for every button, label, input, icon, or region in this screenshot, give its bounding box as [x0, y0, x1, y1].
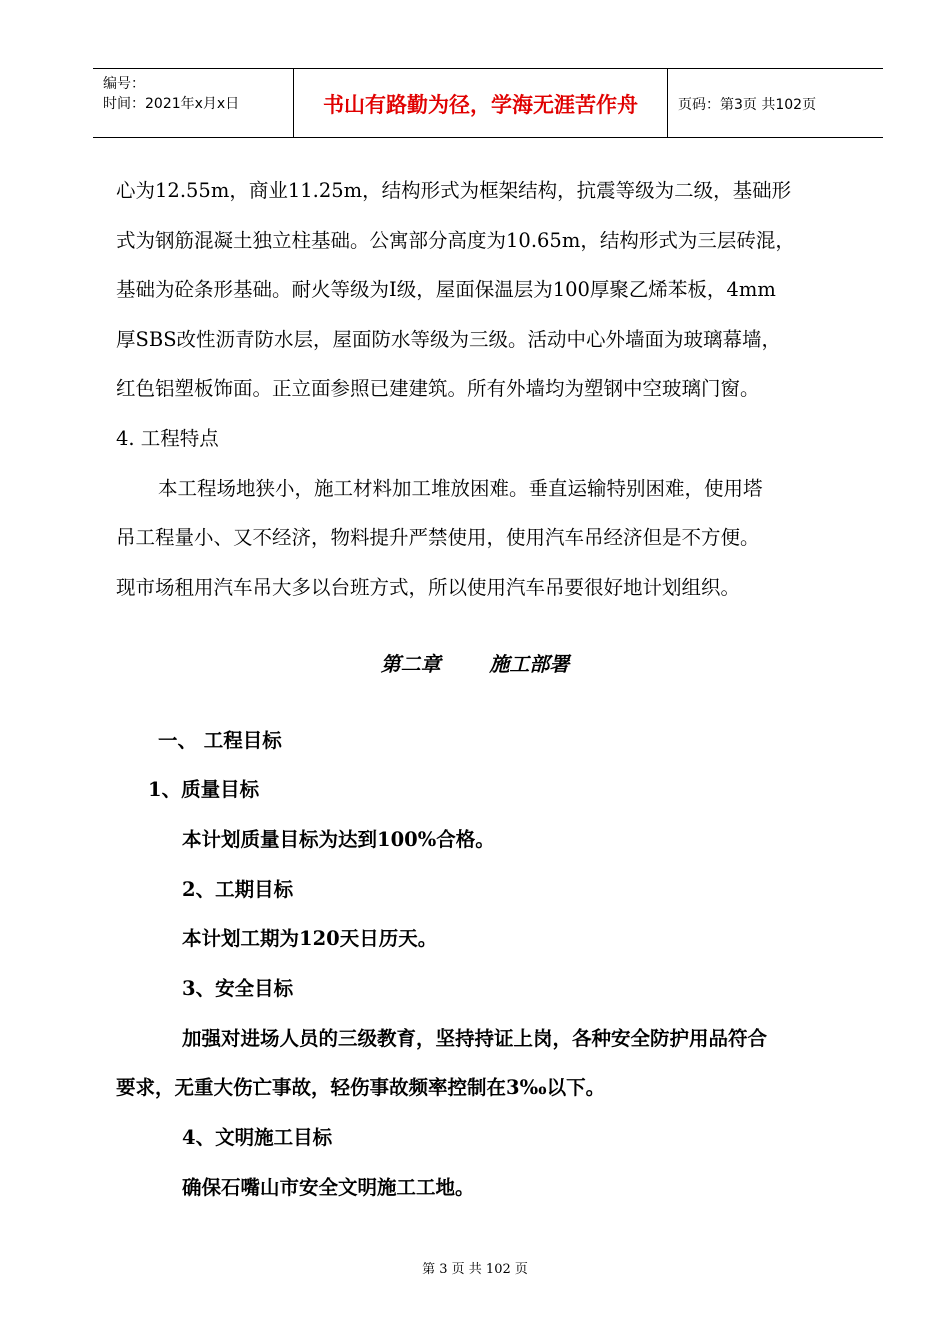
body-line: 心为12.55m，商业11.25m，结构形式为框架结构，抗震等级为二级，基础形: [116, 179, 792, 202]
header-meta-cell: [93, 69, 294, 137]
civil-text: 确保石嘴山市安全文明施工工地。: [182, 1176, 475, 1199]
schedule-text: 本计划工期为120天日历天。: [182, 927, 438, 950]
goals-heading: 一、 工程目标: [158, 729, 282, 752]
header-time-label: 时间：2021年x月x日: [103, 96, 240, 112]
page-header: [93, 68, 883, 138]
body-line: 现市场租用汽车吊大多以台班方式，所以使用汽车吊要很好地计划组织。: [116, 576, 741, 599]
header-motto-cell: [294, 69, 668, 137]
page-footer: 第 3 页 共 102 页: [422, 1262, 528, 1277]
header-page-cell: [668, 69, 883, 137]
body-line: 厚SBS改性沥青防水层，屋面防水等级为三级。活动中心外墙面为玻璃幕墙，: [116, 328, 782, 351]
safety-text: 加强对进场人员的三级教育，坚持持证上岗，各种安全防护用品符合: [182, 1027, 768, 1050]
header-motto: 书山有路勤为径，学海无涯苦作舟: [323, 93, 638, 117]
civil-heading: 4、文明施工目标: [182, 1126, 333, 1149]
header-number-label: 编号：: [103, 76, 145, 92]
section-heading: 4. 工程特点: [116, 427, 219, 450]
body-line: 红色铝塑板饰面。正立面参照已建建筑。所有外墙均为塑钢中空玻璃门窗。: [116, 377, 760, 400]
schedule-heading: 2、工期目标: [182, 878, 294, 901]
body-line: 基础为砼条形基础。耐火等级为Ⅰ级，屋面保温层为100厚聚乙烯苯板，4mm: [116, 278, 776, 301]
body-line: 式为钢筋混凝土独立柱基础。公寓部分高度为10.65m，结构形式为三层砖混，: [116, 229, 795, 252]
header-page-label: 页码：第3页 共102页: [678, 97, 817, 113]
body-line: 本工程场地狭小，施工材料加工堆放困难。垂直运输特别困难，使用塔: [158, 477, 763, 500]
body-line: 吊工程量小、又不经济，物料提升严禁使用，使用汽车吊经济但是不方便。: [116, 526, 760, 549]
quality-text: 本计划质量目标为达到100%合格。: [182, 828, 495, 851]
quality-heading: 1、质量目标: [148, 778, 260, 801]
chapter-title: 第二章 施工部署: [380, 652, 570, 676]
safety-text: 要求，无重大伤亡事故，轻伤事故频率控制在3‰以下。: [116, 1076, 606, 1099]
safety-heading: 3、安全目标: [182, 977, 294, 1000]
